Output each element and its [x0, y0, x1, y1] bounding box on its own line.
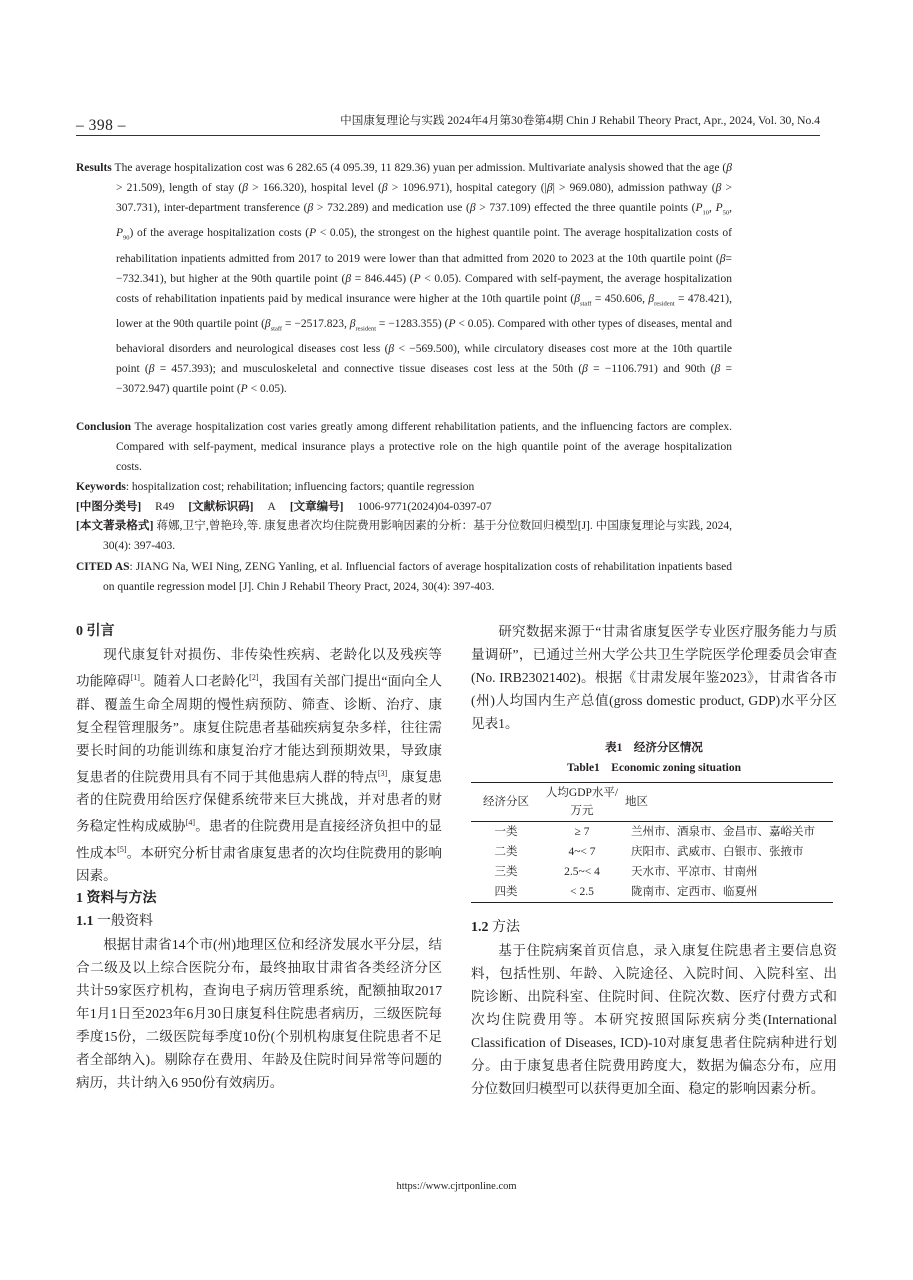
clc-label: [中图分类号]: [76, 501, 142, 513]
table-cell: 二类: [494, 846, 518, 858]
table-cell: 2.5~< 4: [564, 866, 600, 878]
results-text: The average hospitalization cost was 6 282.65 (4 095.39, 11 829.36) yuan per admission. Multivariate analysis showed that the age (β > 21.509), length of stay (β > 166.320), hospital level (β > 1096.971), hospital category (|β| > 969.080), admission pathway (β > 307.731), inter-department transference (β > 732.289) and medication use (β > 737.109) effected the three quantile points ($P_{10}$, $P_{50}$, $P_{90}$) of the average hospitalization costs (P < 0.05), the strongest on the highest quantile point. The average hospitalization costs of rehabilitation inpatients admitted from 2017 to 2019 were lower than that admitted from 2020 to 2023 at the 10th quartile point (β= −732.341), but higher at the 90th quartile point (β = 846.445) (P < 0.05). Compared with self-payment, the average hospitalization costs of rehabilitation inpatients paid by medical insurance were higher at the 10th quartile point ($\beta_{staff} = 450.606$, $\beta_{resident} = 478.421$), lower at the 90th quartile point ($\beta_{staff} = -2517.823$, $\beta_{resident} = -1283.355$) (P < 0.05). Compared with other types of diseases, mental and behavioral disorders and neurological diseases cost less (β < −569.500), while circulatory diseases cost more at the 10th quartile point (β = 457.393); and musculoskeletal and connective tissue diseases cost less at the 50th (β = −1106.791) and 90th (β = −3072.947) quartile point (P < 0.05).: [114, 162, 733, 396]
results-label: Results: [76, 162, 112, 174]
table-row: [471, 822, 833, 843]
abstract-conclusion: [76, 417, 732, 477]
table-header-row: [471, 783, 833, 822]
table-cell: 兰州市、酒泉市、金昌市、嘉峪关市: [631, 826, 815, 838]
conclusion-label: Conclusion: [76, 421, 131, 433]
section-1-2-title: [471, 916, 837, 939]
abstract-results: [76, 158, 732, 399]
table-row: [471, 862, 833, 882]
table-1-caption-en: Table1 Economic zoning situation: [566, 762, 742, 774]
cite-en-label: CITED AS: [76, 561, 130, 573]
section-1-1-number: 1.1: [76, 914, 94, 930]
table-cell: 三类: [494, 866, 518, 878]
section-1-1-paragraph: 根据甘肃省14个市(州)地理区位和经济发展水平分层，结合二级及以上综合医院分布，最终抽取甘肃省各类经济分区共计59家医疗机构，查询电子病历管理系统，配额抽取2017年1月1日至2023年6月30日康复科住院患者病历，三级医院每季度15份，二级医院每季度10份(个别机构康复住院患者不足者全部纳入)。剔除存在费用、年龄及住院时间异常等问题的病历，共计纳入6 950份有效病历。: [76, 937, 442, 1091]
table-header-cell: 人均GDP水平/万元: [541, 783, 623, 822]
classification-line: [76, 497, 732, 517]
doc-code-label: [文献标识码]: [188, 501, 254, 513]
table-header-cell: 经济分区: [471, 783, 541, 822]
table-cell: 四类: [471, 882, 541, 903]
section-1-2-paragraph: 基于住院病案首页信息，录入康复住院患者主要信息资料，包括性别、年龄、入院途径、入院时间、入院科室、出院诊断、出院科室、住院时间、住院次数、医疗付费方式和次均住院费用等。本研究按照国际疾病分类(International Classification of Diseases, ICD)-10对康复患者住院病种进行划分。由于康复患者住院费用跨度大，数据为偏态分布，应用分位数回归模型可以获得更加全面、稳定的影响因素分析。: [471, 943, 837, 1096]
citation-chinese: [76, 516, 732, 556]
article-no-label: [文章编号]: [289, 501, 344, 513]
table-cell: 陇南市、定西市、临夏州: [623, 882, 833, 903]
section-1-2-number: 1.2: [471, 920, 489, 935]
cite-cn-text: 蒋娜,卫宁,曾艳玲,等. 康复患者次均住院费用影响因素的分析：基于分位数回归模型[J]. 中国康复理论与实践, 2024, 30(4): 397-403.: [103, 520, 732, 552]
table-cell: 4~< 7: [568, 846, 596, 858]
section-0-title: 0 引言: [76, 624, 115, 639]
table-cell: < 2.5: [541, 882, 623, 903]
table-row: [471, 842, 833, 862]
economic-zoning-table: [471, 782, 833, 903]
conclusion-text: The average hospitalization cost varies greatly among different rehabilitation patients, and the influencing factors are complex. Compared with self-payment, medical insurance plays a protective role on the high quantile point of the average hospitalization costs.: [116, 421, 732, 473]
citation-english: [76, 557, 732, 597]
cite-en-text: : JIANG Na, WEI Ning, ZENG Yanling, et al. Influencial factors of average hospitalization costs of rehabilitation inpatients based on quantile regression model [J]. Chin J Rehabil Theory Pract, 2024, 30(4): 397-403.: [103, 561, 732, 593]
article-no-value: 1006-9771(2024)04-0397-07: [357, 501, 492, 513]
table-cell: 一类: [494, 826, 518, 838]
intro-paragraph: 现代康复针对损伤、非传染性疾病、老龄化以及残疾等功能障碍[1]。随着人口老龄化[2]，我国有关部门提出“面向全人群、覆盖生命全周期的慢性病预防、筛查、诊断、治疗、康复全程管理服务”。康复住院患者基础疾病复杂多样，往往需要长时间的功能训练和康复治疗才能达到预期效果，导致康复患者的住院费用具有不同于其他患病人群的特点[3]，康复患者的住院费用给医疗保健系统带来巨大挑战，并对患者的财务稳定性构成威胁[4]。患者的住院费用是直接经济负担中的显性成本[5]。本研究分析甘肃省康复患者的次均住院费用的影响因素。: [76, 647, 443, 884]
clc-value: R49: [155, 501, 175, 513]
doc-code-value: A: [267, 501, 276, 513]
section-1-2-name: 方法: [492, 920, 520, 935]
table-cell: ≥ 7: [574, 826, 590, 838]
keywords: [76, 477, 732, 497]
table-row: [471, 882, 833, 903]
keywords-label: Keywords: [76, 481, 126, 493]
section-1-1-name: 一般资料: [97, 914, 153, 930]
page-number: – 398 –: [76, 117, 126, 134]
cite-cn-label: [本文著录格式]: [76, 520, 154, 532]
section-1-title: 1 资料与方法: [76, 891, 157, 907]
journal-info: 中国康复理论与实践 2024年4月第30卷第4期 Chin J Rehabil Theory Pract, Apr., 2024, Vol. 30, No.4: [340, 114, 820, 127]
table-1-caption-cn: 表1 经济分区情况: [605, 742, 703, 754]
keywords-text: : hospitalization cost; rehabilitation; influencing factors; quantile regression: [125, 481, 475, 493]
body-right-column: [471, 620, 837, 1100]
table-header-cell: 地区: [623, 783, 833, 822]
table-cell: 天水市、平凉市、甘南州: [631, 866, 758, 878]
page-header: [76, 110, 820, 136]
body-left-column: [76, 620, 442, 1094]
section-1-1-title: [76, 910, 442, 933]
footer-url[interactable]: https://www.cjrtponline.com: [396, 1181, 517, 1192]
data-source-paragraph: 研究数据来源于“甘肃省康复医学专业医疗服务能力与质量调研”，已通过兰州大学公共卫生学院医学伦理委员会审查(No. IRB23021402)。根据《甘肃发展年鉴2023》，甘肃省各市(州)人均国内生产总值(gross domestic product, GDP)水平分区见表1。: [471, 624, 837, 731]
table-cell: 庆阳市、武威市、白银市、张掖市: [631, 846, 804, 858]
